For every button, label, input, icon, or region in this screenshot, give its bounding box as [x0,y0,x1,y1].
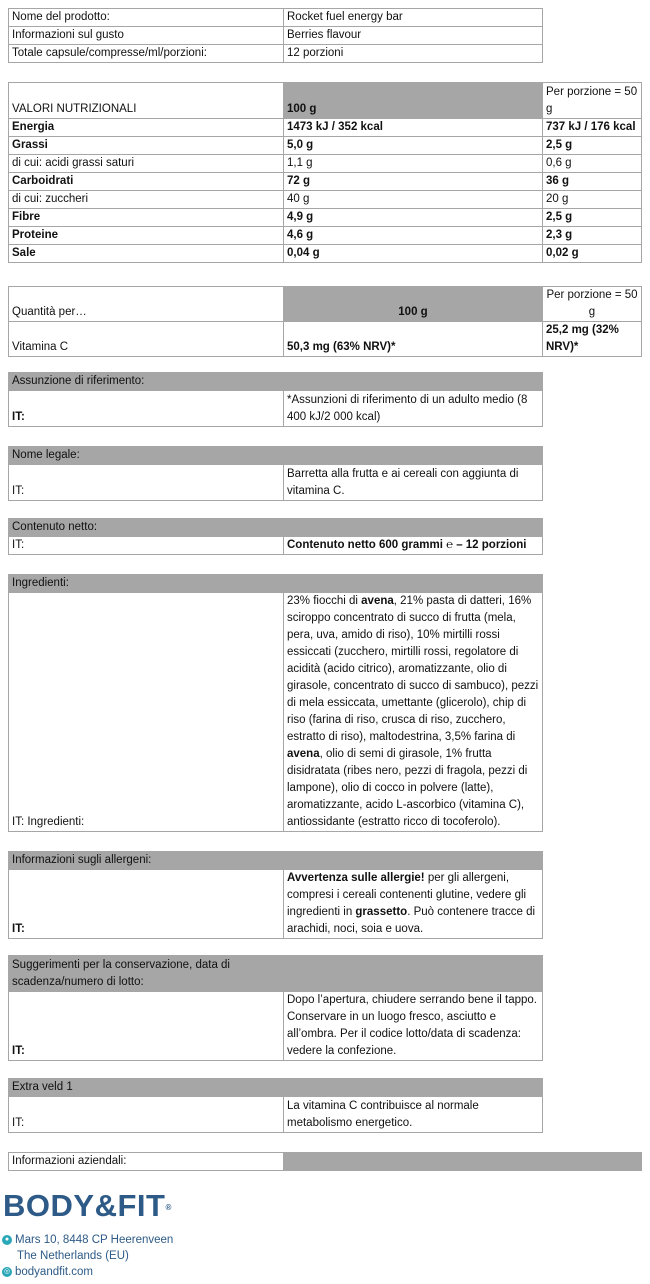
servings-label: Totale capsule/compresse/ml/porzioni: [9,45,284,63]
vitamin-header-100g: 100 g [284,287,543,322]
carbs-portion: 36 g [543,173,642,191]
net-content-title: Contenuto netto: [9,519,543,537]
vitamin-table [8,286,642,357]
vitamin-header-portion: Per porzione = 50 g [543,287,642,322]
vitamin-c-label: Vitamina C [9,322,284,357]
net-content-text: Contenuto netto 600 grammi ℮ – 12 porzioni [284,537,543,555]
allergens-section [8,851,543,939]
reference-intake-text: *Assunzioni di riferimento di un adulto medio (8 400 kJ/2 000 kcal) [284,391,543,427]
company-section [8,1152,642,1171]
legal-name-section [8,446,543,501]
allergens-label: IT: [9,870,284,939]
table-row [9,155,642,173]
sugars-100g: 40 g [284,191,543,209]
website-link[interactable]: bodyandfit.com [15,1266,93,1278]
saturated-fat-portion: 0,6 g [543,155,642,173]
reference-intake-label: IT: [9,391,284,427]
carbs-100g: 72 g [284,173,543,191]
sugars-label: di cui: zuccheri [9,191,284,209]
reference-intake-title: Assunzione di riferimento: [9,373,543,391]
extra-label: IT: [9,1097,284,1133]
fat-100g: 5,0 g [284,137,543,155]
net-content-label: IT: [9,537,284,555]
vitamin-c-100g: 50,3 mg (63% NRV)* [284,322,543,357]
product-info-table [8,8,543,63]
protein-label: Proteine [9,227,284,245]
salt-100g: 0,04 g [284,245,543,263]
product-name-label: Nome del prodotto: [9,9,284,27]
saturated-fat-label: di cui: acidi grassi saturi [9,155,284,173]
saturated-fat-100g: 1,1 g [284,155,543,173]
vitamin-header-row [9,287,642,322]
vitamin-header-label: Quantità per… [9,287,284,322]
table-row [9,245,642,263]
table-row [9,45,543,63]
fat-portion: 2,5 g [543,137,642,155]
reference-intake-section [8,372,543,427]
fibre-portion: 2,5 g [543,209,642,227]
table-row [9,191,642,209]
company-footer [2,1188,173,1280]
energy-portion: 737 kJ / 176 kcal [543,119,642,137]
company-value [284,1153,642,1171]
ingredients-section [8,574,543,832]
nutrition-header-portion: Per porzione = 50 g [543,83,642,119]
salt-label: Sale [9,245,284,263]
protein-portion: 2,3 g [543,227,642,245]
storage-text: Dopo l’apertura, chiudere serrando bene il tappo. Conservare in un luogo fresco, asciutto e all’ombra. Per il codice lotto/data di scadenza: vedere la confezione. [284,992,543,1061]
table-row [9,27,543,45]
company-title: Informazioni aziendali: [9,1153,284,1171]
fibre-100g: 4,9 g [284,209,543,227]
legal-name-text: Barretta alla frutta e ai cereali con aggiunta di vitamina C. [284,465,543,501]
servings-value: 12 porzioni [284,45,543,63]
table-row [9,137,642,155]
sugars-portion: 20 g [543,191,642,209]
table-row [9,9,543,27]
fibre-label: Fibre [9,209,284,227]
storage-section [8,955,543,1061]
location-pin-icon: ● [2,1235,12,1245]
salt-portion: 0,02 g [543,245,642,263]
energy-100g: 1473 kJ / 352 kcal [284,119,543,137]
table-row [9,173,642,191]
allergens-text: Avvertenza sulle allergie! per gli allergeni, compresi i cereali contenenti glutine, vedere gli ingredienti in grassetto. Può contenere tracce di arachidi, noci, soia e uova. [284,870,543,939]
flavour-value: Berries flavour [284,27,543,45]
nutrition-header-100g: 100 g [284,83,543,119]
table-row [9,209,642,227]
carbs-label: Carboidrati [9,173,284,191]
ingredients-label: IT: Ingredienti: [9,593,284,832]
address-line-2: The Netherlands (EU) [17,1250,129,1262]
protein-100g: 4,6 g [284,227,543,245]
legal-name-label: IT: [9,465,284,501]
address-line-1: Mars 10, 8448 CP Heerenveen [15,1234,174,1246]
company-address [2,1232,173,1280]
brand-logo: BODY&FIT® [3,1188,172,1223]
ingredients-title: Ingredienti: [9,575,543,593]
flavour-label: Informazioni sul gusto [9,27,284,45]
fat-label: Grassi [9,137,284,155]
extra-text: La vitamina C contribuisce al normale metabolismo energetico. [284,1097,543,1133]
vitamin-c-portion: 25,2 mg (32% NRV)* [543,322,642,357]
storage-label: IT: [9,992,284,1061]
allergens-title: Informazioni sugli allergeni: [9,852,543,870]
energy-label: Energia [9,119,284,137]
nutrition-header-label: VALORI NUTRIZIONALI [9,83,284,119]
table-row [9,119,642,137]
extra-section [8,1078,543,1133]
legal-name-title: Nome legale: [9,447,543,465]
product-name-value: Rocket fuel energy bar [284,9,543,27]
extra-title: Extra veld 1 [9,1079,543,1097]
net-content-section [8,518,543,555]
nutrition-table [8,82,642,263]
storage-title: Suggerimenti per la conservazione, data di scadenza/numero di lotto: [9,956,543,992]
globe-icon: ◎ [3,1268,11,1275]
nutrition-header-row [9,83,642,119]
table-row [9,227,642,245]
table-row [9,322,642,357]
ingredients-text: 23% fiocchi di avena, 21% pasta di datteri, 16% sciroppo concentrato di succo di frutta (mela, pera, uva, amido di riso), 10% mirtilli rossi essiccati (zucchero, mirtilli rossi, regolatore di acidità (acido citrico), aromatizzante, olio di girasole, concentrato di succo di sambuco), pezzi di mela essiccata, umettante (glicerolo), chip di riso (farina di riso, crusca di riso, zucchero, estratto di riso), maltodestrina, 3,5% farina di avena, olio di semi di girasole, 1% frutta disidratata (ribes nero, pezzi di fragola, pezzi di lampone), olio di cocco in polvere (latte), aromatizzante, acido L-ascorbico (vitamina C), antiossidante (estratto ricco di tocoferolo). [284,593,543,832]
